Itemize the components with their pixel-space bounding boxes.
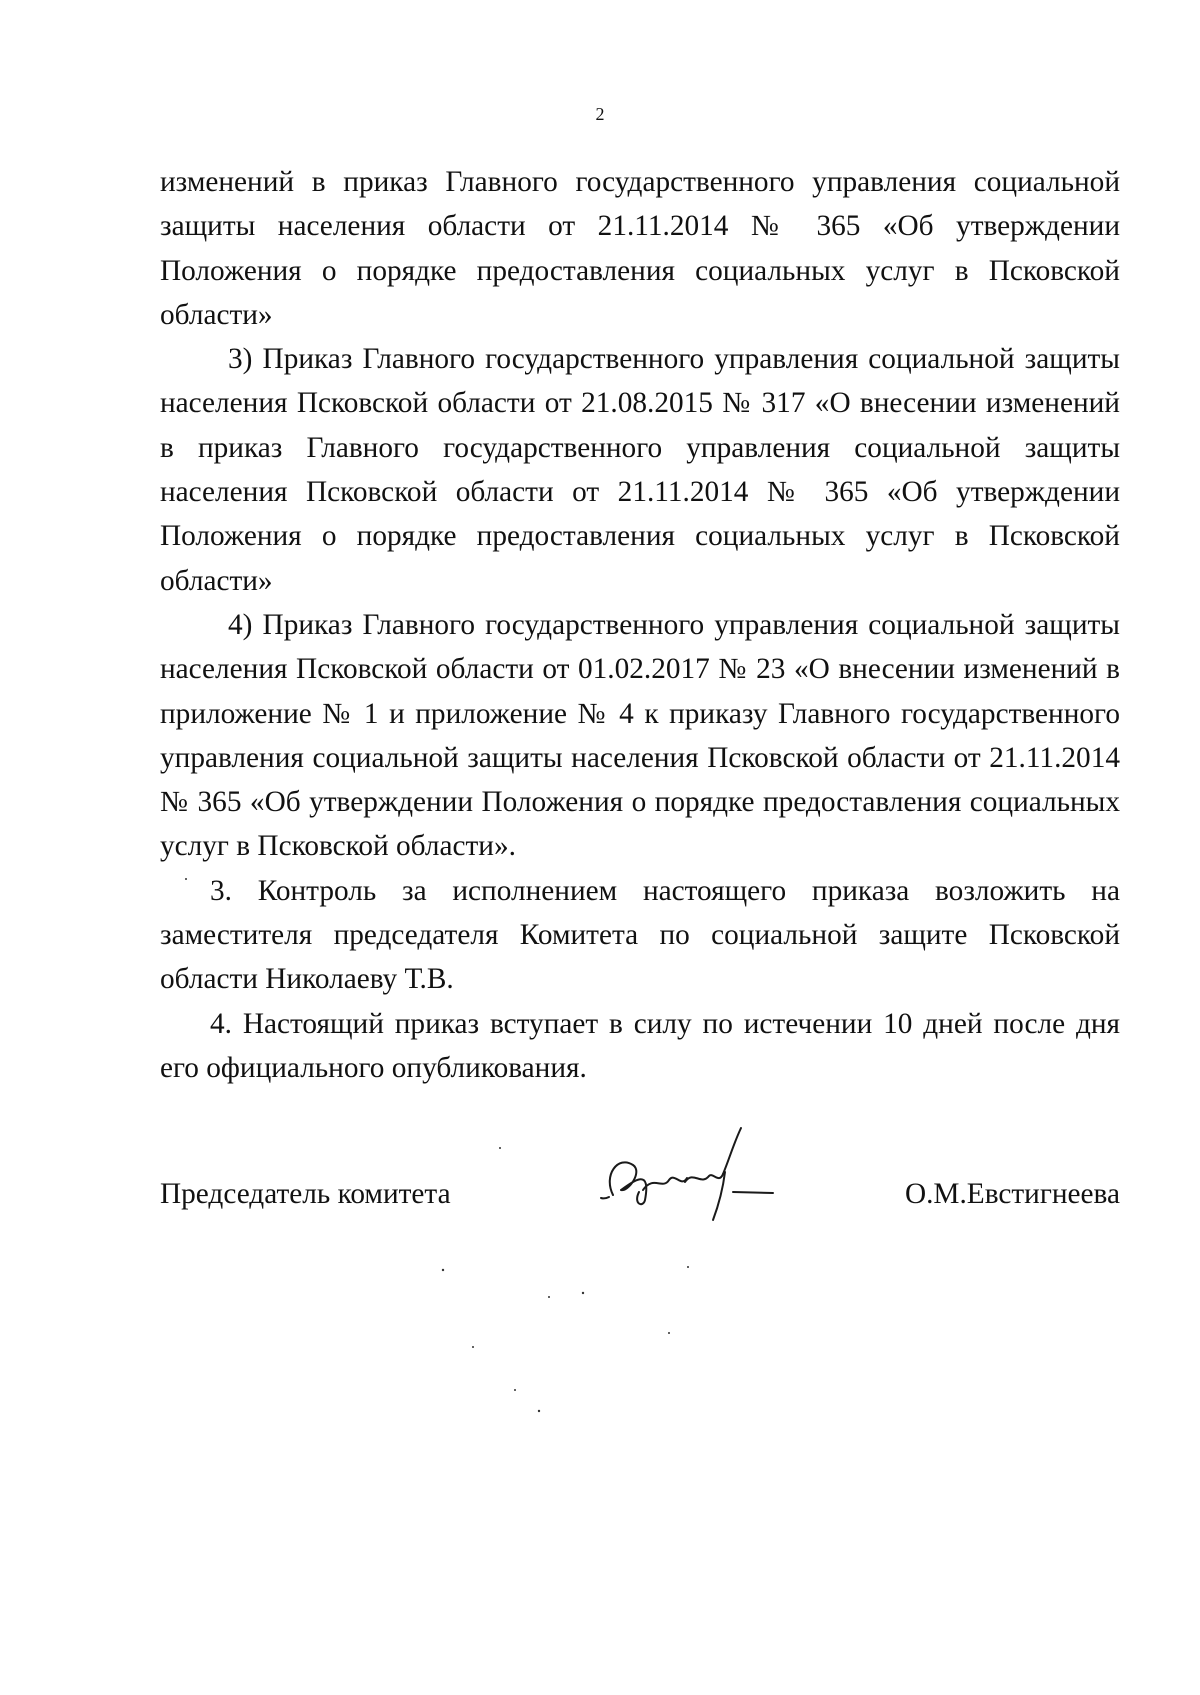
paragraph-item-4: 4) Приказ Главного государственного управления социальной защиты населения Псковской области от 01.02.2017 № 23 «О внесении изменений в приложение № 1 и приложение № 4 к приказу Главного государственного управления социальной защиты населения Псковской области от 21.11.2014 № 365 «Об утверждении Положения о порядке предоставления социальных услуг в Псковской области».: [160, 608, 1120, 863]
signature-block: [160, 1178, 1120, 1238]
signatory-name: О.М.Евстигнеева: [904, 1178, 1120, 1210]
paragraph-clause-4: 4. Настоящий приказ вступает в силу по истечении 10 дней после дня его официального опубликования.: [160, 1007, 1120, 1084]
document-body: [160, 160, 1120, 1090]
paragraph-item-3: 3) Приказ Главного государственного управления социальной защиты населения Псковской области от 21.08.2015 № 317 «О внесении изменений в приказ Главного государственного управления социальной защиты населения Псковской области от 21.11.2014 № 365 «Об утверждении Положения о порядке предоставления социальных услуг в Псковской области»: [160, 343, 1120, 597]
signatory-title: Председатель комитета: [160, 1178, 451, 1210]
handwritten-signature: [573, 1120, 803, 1240]
paragraph-continuation: изменений в приказ Главного государственного управления социальной защиты населения области от 21.11.2014 № 365 «Об утверждении Положения о порядке предоставления социальных услуг в Псковской области»: [160, 166, 1120, 331]
page-number: 2: [595, 104, 605, 124]
paragraph-clause-3: 3. Контроль за исполнением настоящего приказа возложить на заместителя председателя Комитета по социальной защите Псковской области Николаеву Т.В.: [160, 874, 1120, 996]
